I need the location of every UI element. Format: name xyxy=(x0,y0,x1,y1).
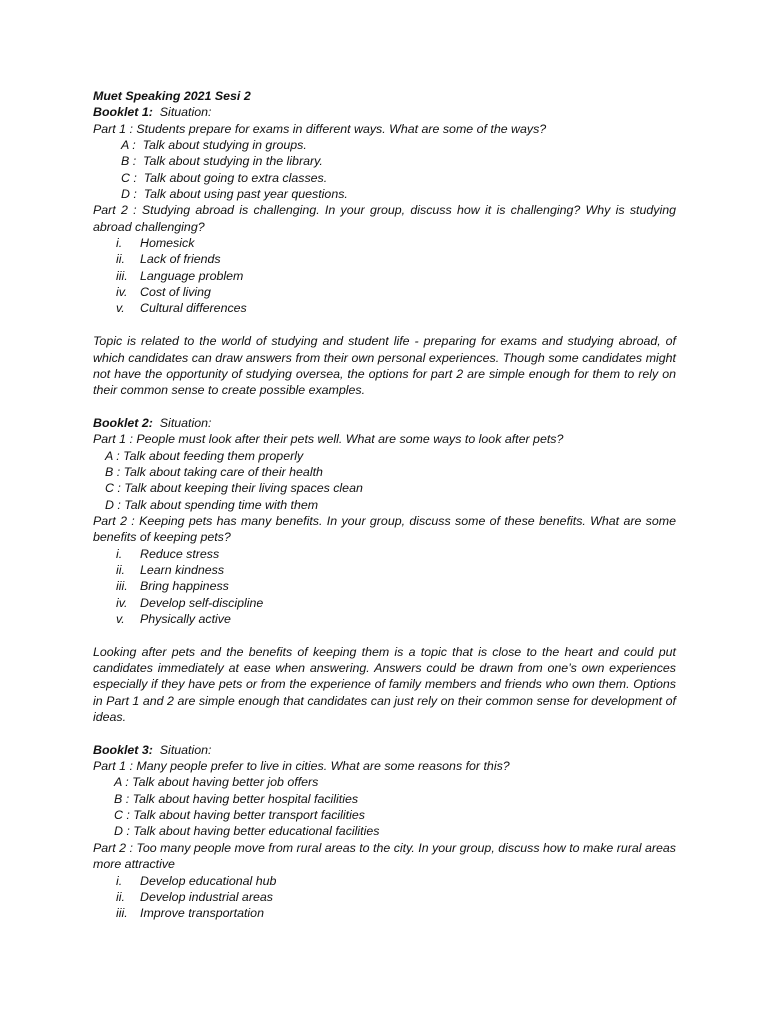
booklet-1-option-a: A : Talk about studying in groups. xyxy=(121,138,307,153)
booklet-2-point: iv. Develop self-discipline xyxy=(116,595,264,610)
booklet-3-part1: Part 1 : Many people prefer to live in cities. What are some reasons for this? xyxy=(93,759,510,774)
booklet-2-header xyxy=(93,415,676,431)
booklet-2-heading: Booklet 2: xyxy=(93,415,153,430)
booklet-2-point: iii. Bring happiness xyxy=(116,579,229,594)
booklet-3-option-c: C : Talk about having better transport facilities xyxy=(114,808,365,823)
booklet-2-situation: Situation: xyxy=(159,415,212,430)
booklet-3-heading: Booklet 3: xyxy=(93,742,153,757)
booklet-1-point: iii. Language problem xyxy=(116,268,244,283)
booklet-2-point: v. Physically active xyxy=(116,612,231,626)
booklet-1-option-d: D : Talk about using past year questions. xyxy=(121,187,348,202)
booklet-3-header xyxy=(93,742,676,758)
booklet-3-option-a: A : Talk about having better job offers xyxy=(114,775,319,790)
booklet-2-point: ii. Learn kindness xyxy=(116,562,225,577)
booklet-2-commentary: Looking after pets and the benefits of keeping them is a topic that is close to the heart and could put candidates immediately at ease when answering. Answers could be drawn from one’s own experiences especially if they have pets or from the experience of family members and friends who own them. Options in Part 1 and 2 are simple enough that candidates can just rely on their common sense for development of ideas. xyxy=(93,644,676,725)
booklet-2-option-b: B : Talk about taking care of their health xyxy=(105,464,323,479)
booklet-1-situation: Situation: xyxy=(159,105,212,120)
document-title: Muet Speaking 2021 Sesi 2 xyxy=(93,89,251,103)
booklet-3-option-d: D : Talk about having better educational facilities xyxy=(114,824,380,839)
booklet-2-option-a: A : Talk about feeding them properly xyxy=(105,448,304,463)
booklet-3-option-b: B : Talk about having better hospital facilities xyxy=(114,791,359,806)
booklet-1-point: ii. Lack of friends xyxy=(116,252,221,267)
booklet-1-part1: Part 1 : Students prepare for exams in different ways. What are some of the ways? xyxy=(93,121,547,136)
booklet-1-header xyxy=(93,104,676,120)
booklet-3-part2: Part 2 : Too many people move from rural areas to the city. In your group, discuss how to make rural areas more attractive xyxy=(93,840,676,872)
booklet-2-part1: Part 1 : People must look after their pets well. What are some ways to look after pets? xyxy=(93,432,564,447)
document-page xyxy=(93,88,676,922)
booklet-1-option-b: B : Talk about studying in the library. xyxy=(121,154,323,169)
booklet-3-point: i. Develop educational hub xyxy=(116,873,277,888)
booklet-2-point: i. Reduce stress xyxy=(116,546,220,561)
booklet-2-option-c: C : Talk about keeping their living spaces clean xyxy=(105,481,363,496)
booklet-1-point: iv. Cost of living xyxy=(116,285,211,300)
booklet-3-point: ii. Develop industrial areas xyxy=(116,889,273,904)
booklet-1-heading: Booklet 1: xyxy=(93,105,153,120)
booklet-2-part2: Part 2 : Keeping pets has many benefits. In your group, discuss some of these benefits. What are some benefits of keeping pets? xyxy=(93,513,676,545)
booklet-3-point: iii. Improve transportation xyxy=(116,906,264,921)
booklet-3-situation: Situation: xyxy=(159,742,212,757)
booklet-1-option-c: C : Talk about going to extra classes. xyxy=(121,170,328,185)
booklet-1-commentary: Topic is related to the world of studying and student life - preparing for exams and studying abroad, of which candidates can draw answers from their own personal experiences. Though some candidates might not have the opportunity of studying oversea, the options for part 2 are simple enough for them to rely on their common sense to create possible examples. xyxy=(93,334,676,398)
booklet-2-option-d: D : Talk about spending time with them xyxy=(105,497,319,512)
booklet-1-point: v. Cultural differences xyxy=(116,301,247,316)
booklet-1-part2: Part 2 : Studying abroad is challenging. In your group, discuss how it is challenging? Why is studying abroad challenging? xyxy=(93,203,676,234)
booklet-1-point: i. Homesick xyxy=(116,236,195,251)
